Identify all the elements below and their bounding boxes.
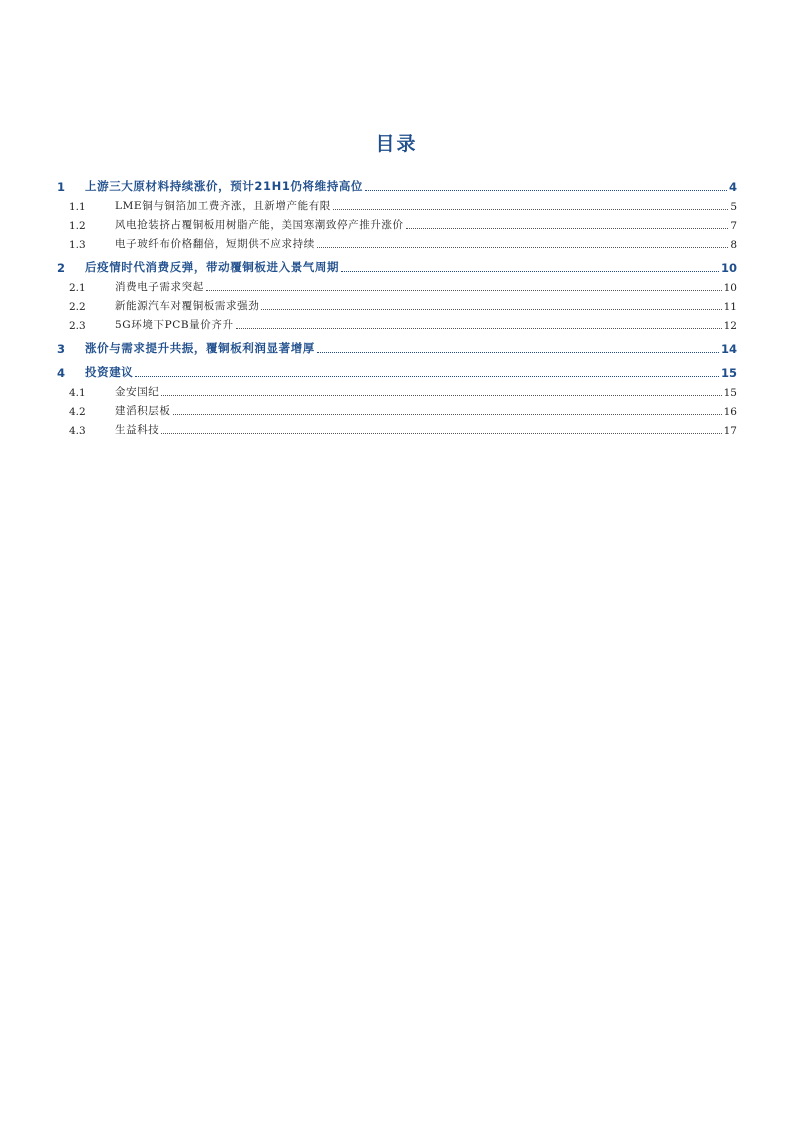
toc-entry-label: 建滔积层板 <box>115 405 171 417</box>
toc-entry-3[interactable] <box>57 335 737 356</box>
toc-entry-label: 上游三大原材料持续涨价，预计21H1仍将维持高位 <box>85 179 364 193</box>
toc-entry-4-2[interactable] <box>57 399 737 418</box>
toc-entry-page: 17 <box>723 425 737 437</box>
toc-entry-2-3[interactable] <box>57 313 737 332</box>
toc-entry-page: 16 <box>723 406 737 418</box>
toc-entry-label: 电子玻纤布价格翻倍，短期供不应求持续 <box>115 238 315 250</box>
dot-leader <box>333 208 728 210</box>
toc-entry-label: 涨价与需求提升共振，覆铜板利润显著增厚 <box>85 341 315 355</box>
table-of-contents <box>57 170 737 437</box>
toc-entry-1[interactable] <box>57 173 737 194</box>
toc-entry-page: 10 <box>720 261 737 275</box>
toc-entry-page: 5 <box>730 201 737 213</box>
toc-entry-label: LME铜与铜箔加工费齐涨，且新增产能有限 <box>115 200 331 212</box>
toc-entry-page: 10 <box>723 282 737 294</box>
toc-entry-label: 金安国纪 <box>115 386 160 398</box>
toc-entry-page: 12 <box>723 320 737 332</box>
toc-entry-number: 2.2 <box>69 301 86 313</box>
dot-leader <box>317 351 719 353</box>
dot-leader <box>317 246 729 248</box>
toc-entry-number: 1 <box>57 180 66 194</box>
toc-entry-page: 15 <box>720 366 737 380</box>
toc-entry-label: 新能源汽车对覆铜板需求强劲 <box>115 300 260 312</box>
toc-entry-number: 4 <box>57 366 66 380</box>
toc-entry-1-3[interactable] <box>57 232 737 251</box>
toc-entry-label: 消费电子需求突起 <box>115 281 204 293</box>
dot-leader <box>161 394 721 396</box>
toc-entry-2-2[interactable] <box>57 294 737 313</box>
dot-leader <box>365 189 727 191</box>
toc-entry-label: 后疫情时代消费反弹，带动覆铜板进入景气周期 <box>85 260 340 274</box>
toc-entry-2[interactable] <box>57 254 737 275</box>
dot-leader <box>261 308 721 310</box>
toc-title: 目录 <box>375 133 418 155</box>
toc-entry-number: 1.2 <box>69 220 86 232</box>
toc-entry-label: 风电抢装挤占覆铜板用树脂产能，美国寒潮致停产推升涨价 <box>115 219 404 231</box>
toc-entry-label: 5G环境下PCB量价齐升 <box>115 319 234 331</box>
toc-entry-label: 投资建议 <box>85 365 134 379</box>
dot-leader <box>341 270 719 272</box>
toc-entry-1-2[interactable] <box>57 213 737 232</box>
toc-entry-page: 8 <box>730 239 737 251</box>
toc-entry-4-3[interactable] <box>57 418 737 437</box>
toc-entry-page: 14 <box>720 342 737 356</box>
dot-leader <box>161 432 721 434</box>
toc-entry-2-1[interactable] <box>57 275 737 294</box>
dot-leader <box>406 227 729 229</box>
toc-entry-page: 7 <box>730 220 737 232</box>
toc-entry-number: 4.3 <box>69 425 86 437</box>
toc-entry-number: 2 <box>57 261 66 275</box>
toc-entry-number: 1.3 <box>69 239 86 251</box>
toc-entry-number: 3 <box>57 342 66 356</box>
dot-leader <box>236 327 722 329</box>
toc-entry-number: 1.1 <box>69 201 86 213</box>
dot-leader <box>135 375 719 377</box>
toc-entry-4[interactable] <box>57 359 737 380</box>
toc-entry-4-1[interactable] <box>57 380 737 399</box>
toc-entry-page: 11 <box>723 301 737 313</box>
toc-entry-number: 4.1 <box>69 387 86 399</box>
toc-entry-number: 2.1 <box>69 282 86 294</box>
toc-entry-1-1[interactable] <box>57 194 737 213</box>
toc-entry-page: 15 <box>723 387 737 399</box>
toc-entry-label: 生益科技 <box>115 424 160 436</box>
toc-entry-number: 4.2 <box>69 406 86 418</box>
dot-leader <box>206 289 722 291</box>
toc-entry-page: 4 <box>728 180 737 194</box>
dot-leader <box>173 413 722 415</box>
toc-entry-number: 2.3 <box>69 320 86 332</box>
